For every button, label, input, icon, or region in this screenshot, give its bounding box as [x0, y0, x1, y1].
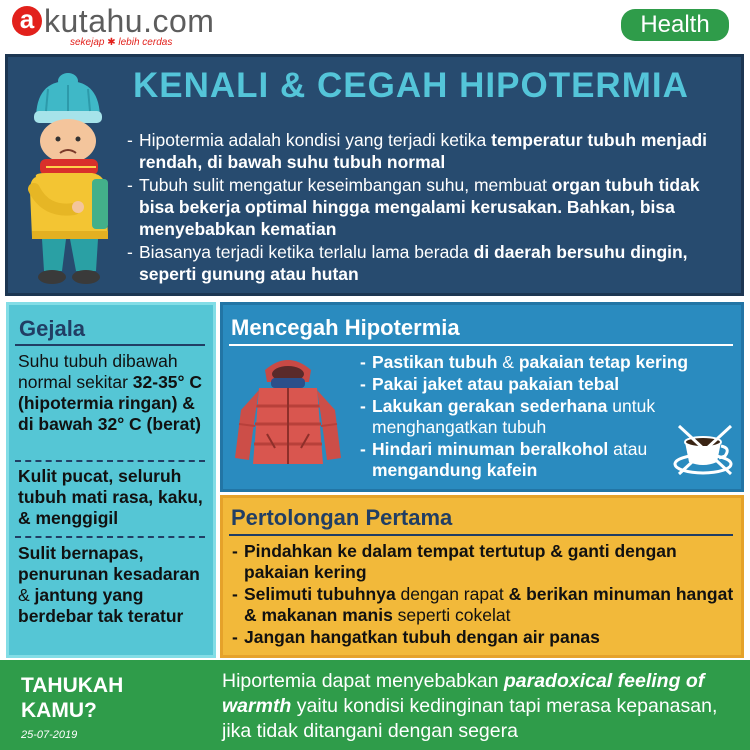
- header: [0, 0, 750, 48]
- bullet-emphasis: pakaian tetap kering: [518, 352, 689, 372]
- bullet-emphasis: Jangan hangatkan tubuh dengan air panas: [244, 627, 600, 647]
- prevention-panel: [220, 302, 744, 492]
- first-aid-bullet: [232, 584, 737, 626]
- bullet-text: untuk menghangatkan tubuh: [372, 396, 656, 437]
- section-divider: [229, 534, 733, 536]
- bullet-emphasis: Selimuti tubuhnya: [244, 584, 396, 604]
- fun-fact: [222, 669, 742, 744]
- first-aid-bullet: [232, 627, 737, 648]
- prevention-bullet-list: [360, 352, 690, 482]
- first-aid-bullet: [232, 541, 737, 583]
- prevention-bullet: [360, 396, 690, 438]
- intro-bullet-list: [127, 129, 739, 286]
- symptoms-title: Gejala: [19, 316, 86, 341]
- bullet-emphasis: Pakai jaket atau pakaian tebal: [372, 374, 620, 394]
- bullet-emphasis: Pastikan tubuh: [372, 352, 498, 372]
- first-aid-bullet-list: [232, 541, 737, 649]
- puffer-jacket-illustration: [231, 352, 346, 472]
- bullet-emphasis: di daerah bersuhu dingin, seperti gunung atau hutan: [139, 242, 688, 284]
- first-aid-panel: [220, 495, 744, 658]
- logo-tagline: sekejap ✱ lebih cerdas: [70, 37, 173, 48]
- symptom-text: Suhu tubuh dibawah normal sekitar: [18, 351, 178, 392]
- did-you-know-label: TAHUKAH KAMU?: [21, 674, 124, 722]
- symptom-item: [18, 351, 213, 435]
- bullet-emphasis: Hindari minuman beralkohol: [372, 439, 609, 459]
- category-badge[interactable]: Health: [621, 9, 729, 41]
- section-divider: [15, 344, 205, 346]
- intro-bullet: [127, 129, 739, 173]
- symptom-emphasis: jantung yang berdebar tak teratur: [18, 585, 184, 626]
- intro-bullet: [127, 241, 739, 285]
- fact-text: Hiportemia dapat menyebabkan: [222, 670, 504, 692]
- bullet-emphasis: mengandung kafein: [372, 460, 538, 480]
- logo-text: kutahu.com: [44, 3, 215, 39]
- page-title: KENALI & CEGAH HIPOTERMIA: [133, 66, 689, 105]
- prevention-bullet: [360, 439, 690, 481]
- bullet-text: Hipotermia adalah kondisi yang terjadi ketika: [139, 130, 492, 150]
- fact-emphasis: paradoxical feeling of warmth: [222, 670, 705, 717]
- dashed-divider: [15, 460, 205, 462]
- cold-person-illustration: [16, 67, 120, 289]
- bullet-text: seperti cokelat: [392, 605, 511, 625]
- prevention-title: Mencegah Hipotermia: [231, 315, 460, 340]
- no-coffee-icon: [673, 420, 737, 476]
- symptoms-panel: [6, 302, 216, 658]
- first-aid-title: Pertolongan Pertama: [231, 505, 453, 530]
- dashed-divider: [15, 536, 205, 538]
- publish-date: 25-07-2019: [21, 729, 78, 741]
- intro-bullet: [127, 174, 739, 240]
- bullet-text: Biasanya terjadi ketika terlalu lama berada: [139, 242, 474, 262]
- bullet-emphasis: Lakukan gerakan sederhana: [372, 396, 608, 416]
- site-logo[interactable]: [12, 4, 232, 48]
- did-you-know-footer: [0, 660, 750, 750]
- intro-panel: [5, 54, 744, 296]
- symptom-emphasis: 32-35° C (hipotermia ringan) & di bawah 32° C (berat): [18, 372, 203, 434]
- fact-text: yaitu kondisi kedinginan tapi merasa kepanasan, jika tidak ditangani dengan segera: [222, 695, 718, 742]
- bullet-emphasis: organ tubuh tidak bisa bekerja optimal hingga mengalami kerusakan. Bahkan, bisa menyebabkan kematian: [139, 175, 700, 239]
- bullet-emphasis: Pindahkan ke dalam tempat tertutup & ganti dengan pakaian kering: [244, 541, 677, 582]
- symptom-item: Kulit pucat, seluruh tubuh mati rasa, kaku, & menggigil: [18, 466, 203, 528]
- section-divider: [229, 344, 733, 346]
- prevention-bullet: [360, 352, 690, 373]
- symptom-item: [18, 543, 213, 627]
- symptom-text: &: [18, 585, 35, 605]
- logo-mark: a: [12, 6, 42, 36]
- bullet-text: dengan rapat: [395, 584, 509, 604]
- bullet-text: Tubuh sulit mengatur keseimbangan suhu, membuat: [139, 175, 552, 195]
- bullet-emphasis: temperatur tubuh menjadi rendah, di bawah suhu tubuh normal: [139, 130, 707, 172]
- bullet-text: atau: [608, 439, 648, 459]
- bullet-text: &: [497, 352, 519, 372]
- bullet-emphasis: & berikan minuman hangat & makanan manis: [244, 584, 734, 625]
- prevention-bullet: [360, 374, 690, 395]
- symptom-emphasis: Sulit bernapas, penurunan kesadaran: [18, 543, 200, 584]
